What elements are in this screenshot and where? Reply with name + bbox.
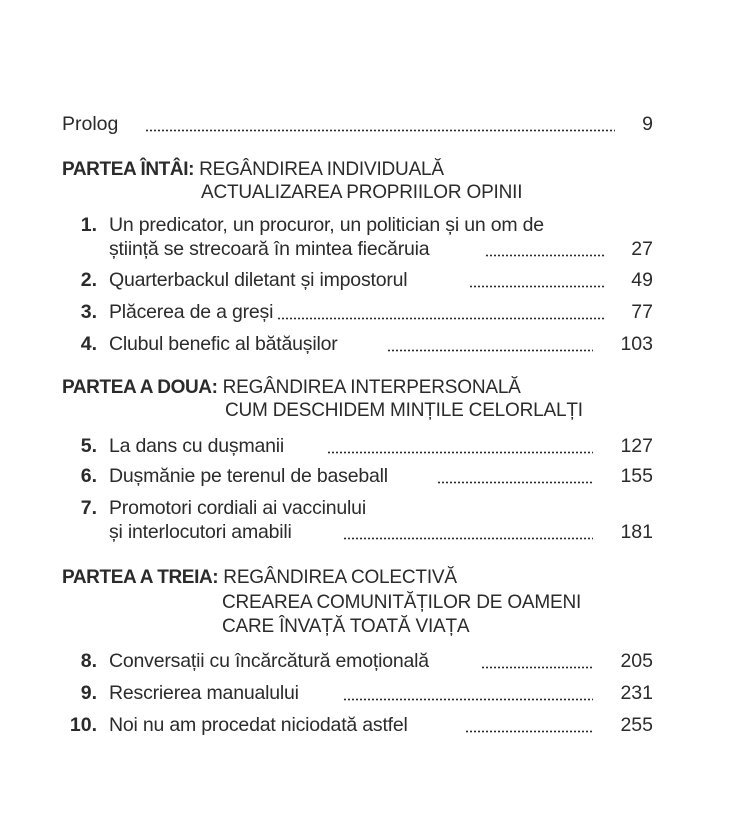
part-subtitle-line-2: CARE ÎNVAȚĂ TOATĂ VIAȚA bbox=[222, 616, 470, 637]
chapter-title: Quarterbackul diletant și impostorul bbox=[109, 269, 408, 291]
dot-leader bbox=[387, 349, 593, 352]
chapter-number: 9. bbox=[80, 682, 97, 704]
page-number: 231 bbox=[620, 682, 653, 704]
chapter-title-line-2: și interlocutori amabili bbox=[109, 521, 292, 543]
part-subtitle: CUM DESCHIDEM MINȚILE CELORLALȚI bbox=[225, 400, 583, 421]
chapter-number: 6. bbox=[80, 465, 97, 487]
dot-leader bbox=[465, 730, 593, 733]
chapter-number: 5. bbox=[80, 435, 97, 457]
chapter-title: Conversații cu încărcătură emoțională bbox=[109, 650, 429, 672]
page-number: 9 bbox=[642, 113, 653, 135]
dot-leader bbox=[327, 451, 593, 454]
page-number: 155 bbox=[620, 465, 653, 487]
entry-title: Prolog bbox=[62, 113, 119, 135]
page-number: 77 bbox=[631, 301, 653, 323]
chapter-title: Noi nu am procedat niciodată astfel bbox=[109, 714, 408, 736]
dot-leader bbox=[277, 317, 605, 320]
page-number: 181 bbox=[620, 521, 653, 543]
page-number: 49 bbox=[631, 269, 653, 291]
chapter-title: Plăcerea de a greși bbox=[109, 301, 274, 323]
chapter-number: 3. bbox=[80, 301, 97, 323]
part-label: PARTEA A DOUA: bbox=[62, 377, 218, 398]
dot-leader bbox=[469, 285, 605, 288]
page-number: 27 bbox=[631, 238, 653, 260]
chapter-number: 4. bbox=[80, 333, 97, 355]
page-number: 103 bbox=[620, 333, 653, 355]
chapter-title-line-1: Promotori cordiali ai vaccinului bbox=[109, 497, 366, 519]
chapter-title-line-1: Un predicator, un procuror, un politician și un om de bbox=[109, 214, 544, 236]
part-title: REGÂNDIREA INDIVIDUALĂ bbox=[199, 159, 444, 180]
chapter-title-line-2: știință se strecoară în mintea fiecăruia bbox=[109, 238, 430, 260]
part-title: REGÂNDIREA COLECTIVĂ bbox=[223, 567, 457, 588]
chapter-number: 7. bbox=[80, 497, 97, 519]
chapter-title: Dușmănie pe terenul de baseball bbox=[109, 465, 388, 487]
chapter-number: 10. bbox=[69, 714, 97, 736]
page-number: 127 bbox=[620, 435, 653, 457]
dot-leader bbox=[145, 129, 615, 132]
dot-leader bbox=[485, 254, 605, 257]
dot-leader bbox=[343, 698, 593, 701]
chapter-title: Clubul benefic al bătăușilor bbox=[109, 333, 338, 355]
chapter-number: 1. bbox=[80, 214, 97, 236]
part-title: REGÂNDIREA INTERPERSONALĂ bbox=[222, 377, 521, 398]
part-subtitle-line-1: CREAREA COMUNITĂȚILOR DE OAMENI bbox=[222, 592, 582, 613]
dot-leader bbox=[437, 481, 593, 484]
dot-leader bbox=[481, 666, 593, 669]
part-label: PARTEA A TREIA: bbox=[62, 567, 219, 588]
chapter-title: La dans cu dușmanii bbox=[109, 435, 285, 457]
chapter-number: 8. bbox=[80, 650, 97, 672]
chapter-title: Rescrierea manualului bbox=[109, 682, 299, 704]
chapter-number: 2. bbox=[80, 269, 97, 291]
page-number: 255 bbox=[620, 714, 653, 736]
part-subtitle: ACTUALIZAREA PROPRIILOR OPINII bbox=[201, 182, 523, 203]
part-label: PARTEA ÎNTÂI: bbox=[62, 159, 195, 180]
dot-leader bbox=[343, 537, 593, 540]
page-number: 205 bbox=[620, 650, 653, 672]
